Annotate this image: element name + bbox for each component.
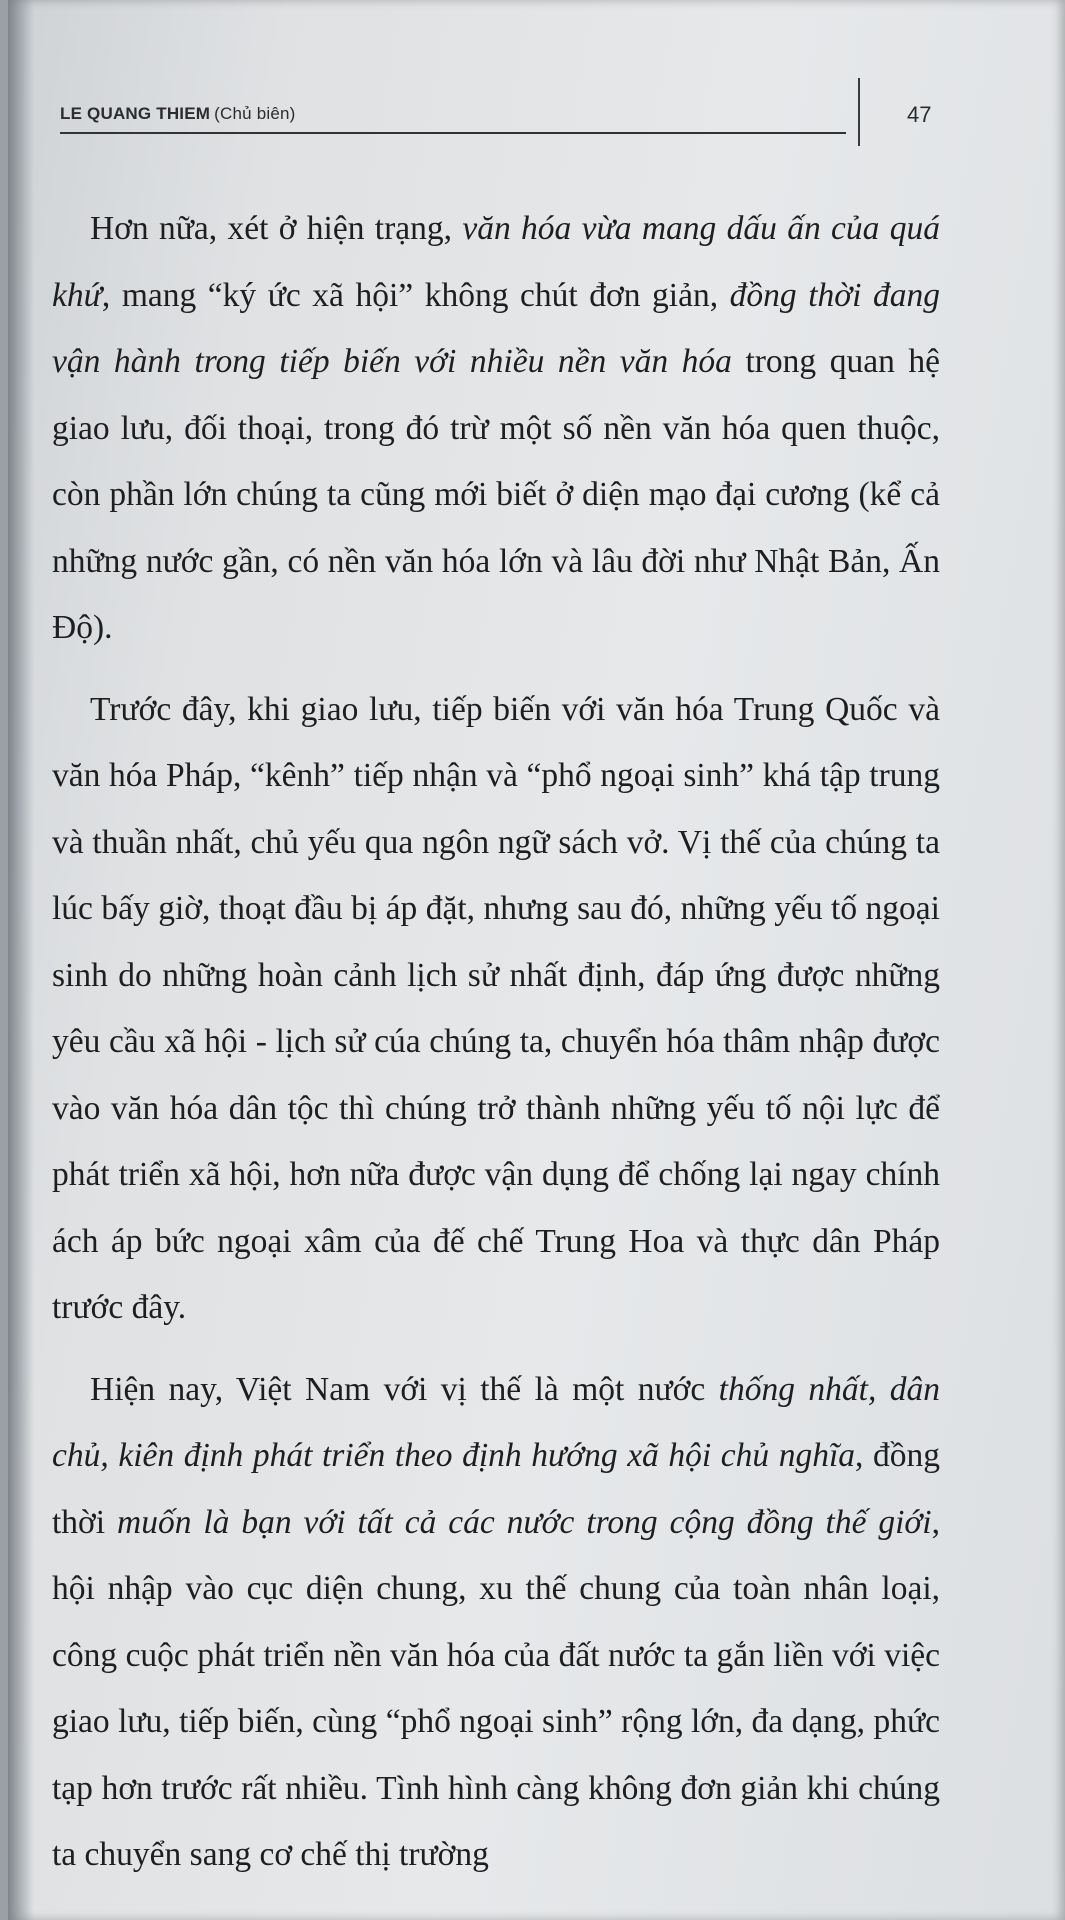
italic-text-run: thống nhất, dân chủ, kiên định phát triển theo định hướng xã hội chủ nghĩa xyxy=(52,1370,940,1474)
body-text xyxy=(52,196,940,1904)
italic-text-run: muốn là bạn với tất cả các nước trong cộng đồng thế giới xyxy=(117,1503,932,1541)
text-run: , đồng thời xyxy=(52,1437,941,1541)
page-gutter-shadow xyxy=(8,0,34,1920)
text-run: , hội nhập vào cục diện chung, xu thế chung của toàn nhân loại, công cuộc phát triển nền văn hóa của đất nước ta gắn liền với việc giao lưu, tiếp biến, cùng “phổ ngoại sinh” rộng lớn, đa dạng, phức tạp hơn trước rất nhiều. Tình hình càng không đơn giản khi chúng ta chuyển sang cơ chế thị trường xyxy=(52,1503,940,1873)
paragraph-3 xyxy=(52,1357,940,1889)
header-rule xyxy=(60,132,846,134)
text-run: , mang “ký ức xã hội” không chút đơn giản, xyxy=(101,276,730,314)
italic-text-run: đồng thời đang vận hành trong tiếp biến với nhiều nền văn hóa xyxy=(52,276,940,380)
text-run: Hiện nay, Việt Nam với vị thế là một nước xyxy=(90,1370,719,1408)
book-page xyxy=(8,0,1065,1920)
paragraph-1 xyxy=(52,196,940,662)
page-number: 47 xyxy=(907,102,932,127)
text-run: trong quan hệ giao lưu, đối thoại, trong đó trừ một số nền văn hóa quen thuộc, còn phần lớn chúng ta cũng mới biết ở diện mạo đại cương (kể cả những nước gần, có nền văn hóa lớn và lâu đời như Nhật Bản, Ấn Độ). xyxy=(52,343,940,646)
running-head-author xyxy=(60,104,296,124)
italic-text-run: văn hóa vừa mang dấu ấn của quá khứ xyxy=(52,210,940,314)
paragraph-2 xyxy=(52,677,940,1342)
text-run: Trước đây, khi giao lưu, tiếp biến với văn hóa Trung Quốc và văn hóa Pháp, “kênh” tiếp nhận và “phổ ngoại sinh” khá tập trung và thuần nhất, chủ yếu qua ngôn ngữ sách vở. Vị thế của chúng ta lúc bấy giờ, thoạt đầu bị áp đặt, nhưng sau đó, những yếu tố ngoại sinh do những hoàn cảnh lịch sử nhất định, đáp ứng được những yêu cầu xã hội - lịch sử cúa chúng ta, chuyển hóa thâm nhập được vào văn hóa dân tộc thì chúng trở thành những yếu tố nội lực để phát triển xã hội, hơn nữa được vận dụng để chống lại ngay chính ách áp bức ngoại xâm của đế chế Trung Hoa và thực dân Pháp trước đây. xyxy=(52,690,940,1326)
running-head xyxy=(60,96,860,136)
text-run: Hơn nữa, xét ở hiện trạng, xyxy=(90,210,463,247)
author-role: (Chủ biên) xyxy=(214,104,296,123)
header-divider xyxy=(858,78,860,146)
author-name: LE QUANG THIEM xyxy=(60,104,211,123)
